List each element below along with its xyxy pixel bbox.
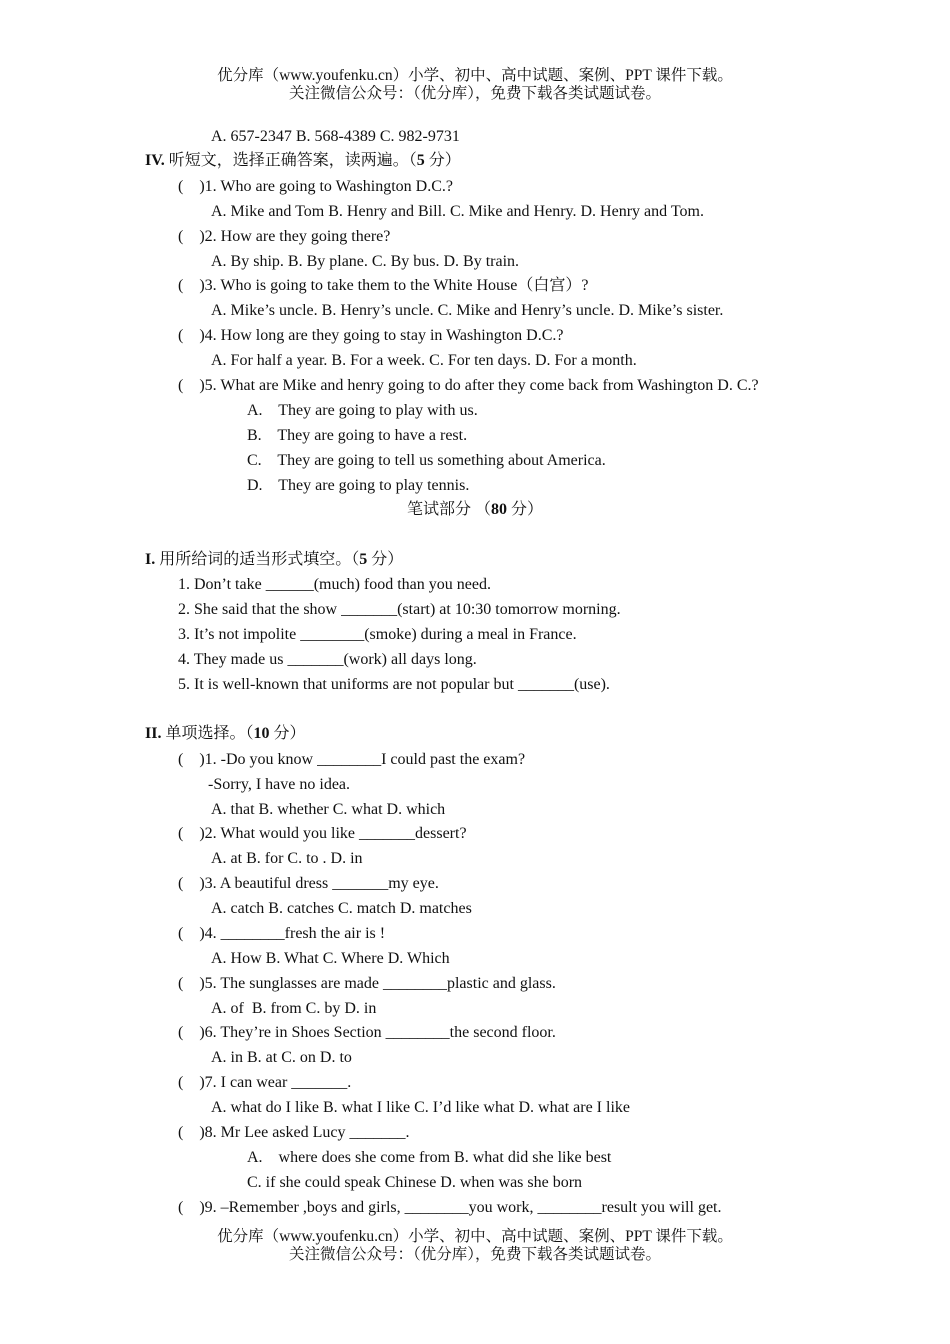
ii-question-1: ( )1. -Do you know ________I could past the exam? bbox=[178, 751, 526, 768]
fill-item-5: 5. It is well-known that uniforms are not popular but _______(use). bbox=[178, 676, 610, 693]
ii-options-8a: A. where does she come from B. what did she like best bbox=[247, 1149, 612, 1166]
section-i-points: 5 bbox=[359, 551, 368, 568]
fill-item-4: 4. They made us _______(work) all days long. bbox=[178, 651, 477, 668]
ii-question-7: ( )7. I can wear _______. bbox=[178, 1074, 352, 1091]
iv-question-5: ( )5. What are Mike and henry going to do after they come back from Washington D. C.? bbox=[178, 377, 759, 394]
iv-option-5a: A. They are going to play with us. bbox=[247, 402, 478, 419]
iv-option-5b: B. They are going to have a rest. bbox=[247, 427, 468, 444]
ii-options-5: A. of B. from C. by D. in bbox=[211, 1000, 377, 1017]
section-i-heading bbox=[145, 550, 403, 570]
ii-options-2: A. at B. for C. to . D. in bbox=[211, 850, 363, 867]
iv-question-4: ( )4. How long are they going to stay in Washington D.C.? bbox=[178, 327, 564, 344]
ii-question-5: ( )5. The sunglasses are made ________plastic and glass. bbox=[178, 975, 556, 992]
ii-question-3: ( )3. A beautiful dress _______my eye. bbox=[178, 875, 439, 892]
section-iv-points: 5 bbox=[416, 152, 425, 169]
section-i-title-end: 分） bbox=[367, 551, 404, 568]
section-i-number: I. bbox=[145, 551, 156, 568]
ii-question-9: ( )9. –Remember ,boys and girls, ________you work, ________result you will get. bbox=[178, 1199, 722, 1216]
written-title-end: 分） bbox=[507, 501, 544, 518]
header-line-2: 关注微信公众号：（优分库），免费下载各类试题试卷。 bbox=[288, 85, 661, 102]
ii-options-6: A. in B. at C. on D. to bbox=[211, 1049, 352, 1066]
footer-line-1: 优分库（www.youfenku.cn）小学、初中、高中试题、案例、PPT 课件下载。 bbox=[217, 1228, 733, 1245]
section-iv-heading bbox=[145, 151, 461, 171]
header-line-1: 优分库（www.youfenku.cn）小学、初中、高中试题、案例、PPT 课件下载。 bbox=[217, 67, 733, 84]
iv-options-4: A. For half a year. B. For a week. C. For ten days. D. For a month. bbox=[211, 352, 637, 369]
iv-options-3: A. Mike’s uncle. B. Henry’s uncle. C. Mike and Henry’s uncle. D. Mike’s sister. bbox=[211, 302, 724, 319]
iv-question-1: ( )1. Who are going to Washington D.C.? bbox=[178, 178, 453, 195]
section-iv-title: 听短文，选择正确答案，读两遍。（ bbox=[164, 152, 417, 169]
ii-options-4: A. How B. What C. Where D. Which bbox=[211, 950, 450, 967]
section-ii-title-end: 分） bbox=[269, 725, 306, 742]
ii-question-4: ( )4. ________fresh the air is ! bbox=[178, 925, 386, 942]
ii-options-1: A. that B. whether C. what D. which bbox=[211, 801, 446, 818]
section-iv-title-end: 分） bbox=[424, 152, 461, 169]
section-iv-number: IV. bbox=[145, 152, 165, 169]
written-points: 80 bbox=[491, 501, 507, 518]
section-i-title: 用所给词的适当形式填空。（ bbox=[155, 551, 360, 568]
footer-line-2: 关注微信公众号：（优分库），免费下载各类试题试卷。 bbox=[288, 1246, 661, 1263]
iv-option-5c: C. They are going to tell us something about America. bbox=[247, 452, 606, 469]
iv-option-5d: D. They are going to play tennis. bbox=[247, 477, 470, 494]
written-part-title bbox=[0, 500, 950, 520]
section-ii-points: 10 bbox=[253, 725, 270, 742]
section-ii-heading bbox=[145, 724, 305, 744]
iv-options-1: A. Mike and Tom B. Henry and Bill. C. Mike and Henry. D. Henry and Tom. bbox=[211, 203, 704, 220]
ii-options-7: A. what do I like B. what I like C. I’d like what D. what are I like bbox=[211, 1099, 630, 1116]
section-ii-title: 单项选择。（ bbox=[161, 725, 254, 742]
fill-item-3: 3. It’s not impolite ________(smoke) during a meal in France. bbox=[178, 626, 577, 643]
ii-options-8c: C. if she could speak Chinese D. when was she born bbox=[247, 1174, 583, 1191]
ii-question-8: ( )8. Mr Lee asked Lucy _______. bbox=[178, 1124, 410, 1141]
section-ii-number: II. bbox=[145, 725, 162, 742]
iv-options-2: A. By ship. B. By plane. C. By bus. D. By train. bbox=[211, 253, 520, 270]
ii-question-2: ( )2. What would you like _______dessert? bbox=[178, 825, 467, 842]
top-options: A. 657-2347 B. 568-4389 C. 982-9731 bbox=[211, 128, 460, 145]
written-title: 笔试部分 （ bbox=[406, 501, 491, 518]
iv-question-3: ( )3. Who is going to take them to the White House（白宫）? bbox=[178, 277, 589, 294]
ii-question-6: ( )6. They’re in Shoes Section ________the second floor. bbox=[178, 1024, 556, 1041]
fill-item-2: 2. She said that the show _______(start) at 10:30 tomorrow morning. bbox=[178, 601, 621, 618]
iv-question-2: ( )2. How are they going there? bbox=[178, 228, 391, 245]
ii-question-1-reply: -Sorry, I have no idea. bbox=[208, 776, 351, 793]
fill-item-1: 1. Don’t take ______(much) food than you need. bbox=[178, 576, 491, 593]
ii-options-3: A. catch B. catches C. match D. matches bbox=[211, 900, 472, 917]
